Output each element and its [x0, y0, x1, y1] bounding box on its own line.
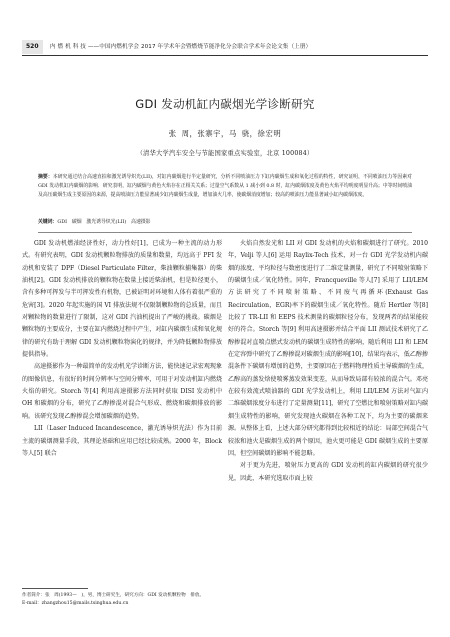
author-bio-continued: 排放。 — [190, 593, 205, 598]
body-column-left — [22, 238, 222, 460]
abstract-label: 摘要： — [38, 174, 53, 180]
body-column-right — [228, 238, 428, 485]
abstract — [38, 173, 412, 200]
keywords — [38, 218, 412, 227]
paragraph: LII（Laser Induced Incandescence，激光诱导炽光法）作为目前主流的碳烟测量手段，其理论基础和应用已经比较成熟。2000 年，Block 等人[5] 联合 — [22, 425, 222, 457]
journal-title: 内 燃 机 科 技 ——中国内燃机学会 2017 年学术年会暨燃烧节能净化分会联合学术年会论文集（上册） — [50, 44, 312, 50]
paragraph: 高速摄影作为一种最简单的发动机光学诊断方法，能快速记录宏观现象的图像信息，有很好的时间分辨率与空间分辨率，可用于对发动机缸内燃烧火焰的研究。Storch 等[4] 利用高速摄影方法同时获取 DISI 发动机中 OH 和碳烟的分布，研究了乙醇掺混对混合气形成、燃烧和碳烟排放的影响。该研究发现乙醇掺混会增加碳烟的趋势。 — [22, 363, 222, 420]
paper-title: GDI 发动机缸内碳烟光学诊断研究 — [135, 97, 315, 111]
abstract-rule — [38, 232, 412, 233]
paragraph: 火焰自然发光和 LII 对 GDI 发动机的火焰和碳烟进行了研究。2010 年，Velji 等人[6] 运用 Raylix-Tech 技术，对一台 GDI 光学发动机内碳烟的浓度、平均粒径与数密度进行了二维定量测量，研究了不同喷射策略下的碳烟生成／氧化特性。同年，Francqueville 等人[7] 采用了 LII/LEM 方法研究了不同喷射策略、不同废气再循环(Exhaust Gas Recirculation，EGR)率下的碳烟生成／氧化特性。随后 Hertler 等[8] 比较了 TR-LII 和 EEPS 技术测量的碳烟粒径分布，发现两者的结果能较好的符合。Storch 等[9] 利用高速摄影并结合平面 LII 测试技术研究了乙醇掺混对直喷点燃式发动机的碳烟生成特性的影响，随后利用 LII 和 LEM 在定容弹中研究了乙醇掺混对碳烟生成的影响[10]，结果均表示，低乙醇掺混条件下碳烟有增加的趋势，主要原因在于燃料物理性质主导碳烟的生成，乙醇高的蒸发焓使喷雾蒸发效果变差，从而导致局部有较浓的混合气。邓亮在较有效流式喷油器的 GDI 光学发动机上，利用 LII/LEM 方法对气缸内二维碳烟浓度分布进行了定量测量[11]，研究了空燃比和喷射策略对缸内碳烟生成特性的影响，研究发现池火碳烟在各种工况下，均为主要的碳烟来源。从整体上看，上述大部分研究都得到比较相近的结论：局部空间混合气较浓和池火是碳烟生成的两个原因，池火更可能是 GDI 碳烟生成的主要原因，但空间碳烟的影响不能忽略。 — [228, 240, 428, 457]
paragraph: 对于更为先进，喷射压力更高的 GDI 发动机的缸内碳烟的研究很少见，因此，本研究选取市面上较 — [228, 462, 428, 482]
footnote-rule — [22, 588, 88, 589]
affiliation: （清华大学汽车安全与节能国家重点实验室，北京 100084） — [136, 150, 314, 157]
keywords-label: 关键词： — [38, 219, 58, 225]
header-rule — [22, 55, 428, 56]
author-bio: 作者简介：张 周(1993— )，男，博士研究生，研究方向：GDI 发动机颗粒物 — [22, 593, 191, 598]
author-email: E-mail：zhangzhou15@mails.tsinghua.edu.cn — [22, 600, 129, 606]
author-list: 张 周，张寨宇，马 骁，徐宏明 — [168, 129, 282, 138]
footnote — [22, 592, 222, 607]
page-number: 520 — [22, 40, 43, 54]
running-header — [22, 40, 428, 54]
abstract-text: 本研究通过结合高速直拍和激光诱导炽光(LII)，对缸内碳烟进行半定量研究，分析不同喷油压力下缸内碳烟生成和氧化过程的特性，研究证明，不同喷油压力等因素对 GDI 发动机缸内碳烟的影响．研究表明，缸内碳烟与黄色火焰存在正相关关系；过量空气系数从 1 减小到 0.8 时，缸内碳烟浓度及黄色火焰平均明度明显升高；中等时间喷油及高压碳烟生成主要原因的来源，提高喷油压力能显著减少缸内碳烟生成量，增加油火几率，使碳烟消度增加；较高的喷油压力能显著减小缸内碳烟浓度。 — [38, 174, 413, 198]
paragraph: GDI 发动机燃油经济性好，动力性好[1]，已成为一种主流的动力形式。有研究表明，GDI 发动机颗粒物排放的质量和数量，均远高于 PFI 发动机和安装了 DPF（Diesel Particulate Filter，柴油颗粒捕集器）的柴油机[2]。GDI 发动机排放的颗粒物在数量上接近柴油机，但是粒径更小，含有多种可挥发与半可挥发性有机物，已被证明对环境和人体有着很严重的危害[3]。2020 年起实施的国 VI 排放法规不仅限制颗粒物的总质量，而且对颗粒物的数量进行了限制，这对 GDI 汽油机提出了严峻的挑战。碳烟是颗粒物的主要成分，主要在缸内燃烧过程中产生，对缸内碳烟生成和氧化规律的研究有助于理解 GDI 发动机颗粒物演化的规律，并为降低颗粒物排放提供指导。 — [22, 240, 222, 359]
keywords-text: GDI 碳烟 激光诱导炽光(LII) 高速摄影 — [57, 219, 151, 225]
